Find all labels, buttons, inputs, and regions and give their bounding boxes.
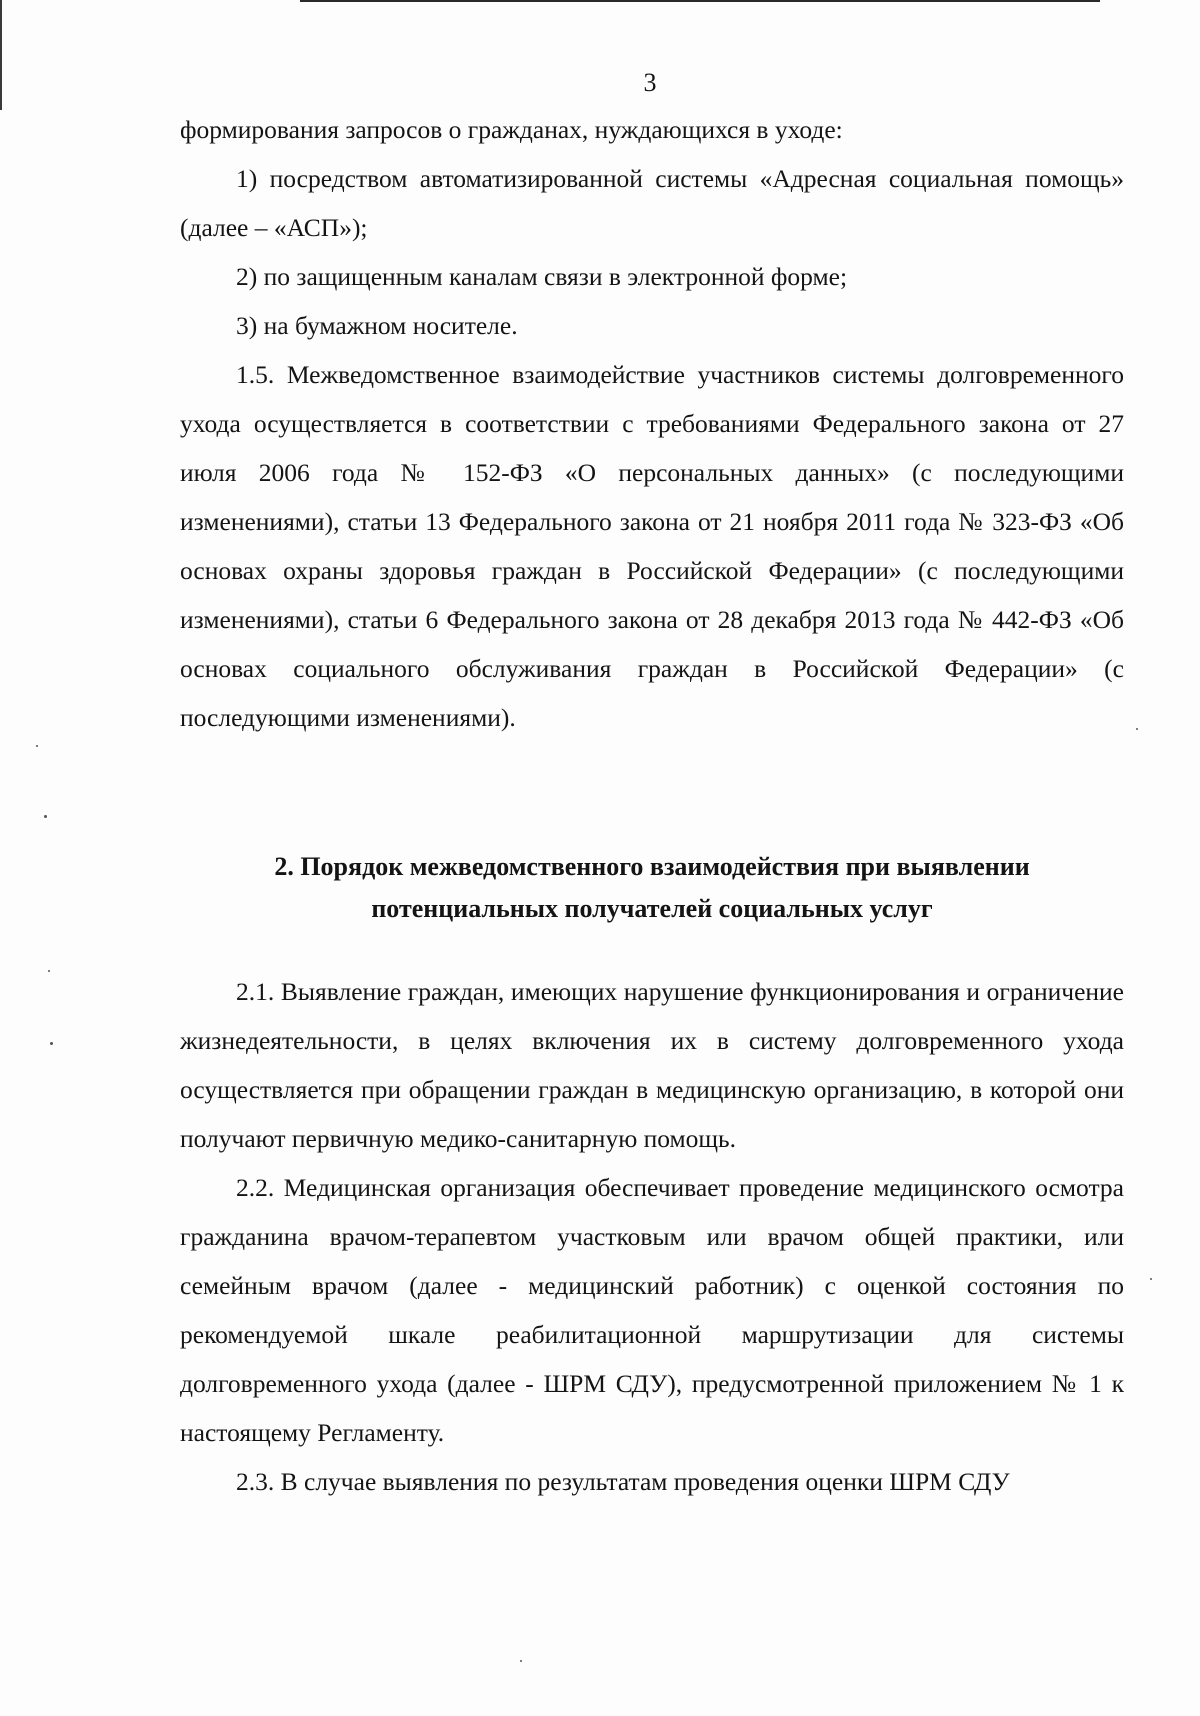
scan-speck bbox=[48, 970, 50, 972]
section-heading-line: 2. Порядок межведомственного взаимодействия при выявлении bbox=[274, 852, 1030, 881]
paragraph: 1) посредством автоматизированной системы «Адресная социальная помощь» (далее – «АСП»); bbox=[180, 164, 1124, 242]
scan-speck bbox=[1136, 728, 1138, 730]
section1-text bbox=[180, 105, 1124, 742]
paragraph: 2) по защищенным каналам связи в электронной форме; bbox=[236, 262, 848, 291]
scan-speck bbox=[44, 815, 47, 818]
section-heading-line: потенциальных получателей социальных услуг bbox=[371, 894, 933, 923]
paragraph: 2.1. Выявление граждан, имеющих нарушение функционирования и ограничение жизнедеятельности, в целях включения их в систему долговременного ухода осуществляется при обращении граждан в медицинскую организацию, в которой они получают первичную медико-санитарную помощь. bbox=[180, 977, 1124, 1153]
paragraph: формирования запросов о гражданах, нуждающихся в уходе: bbox=[180, 115, 843, 144]
paragraph: 2.3. В случае выявления по результатам проведения оценки ШРМ СДУ bbox=[236, 1467, 1010, 1496]
scan-speck bbox=[520, 1660, 522, 1662]
paragraph: 3) на бумажном носителе. bbox=[236, 311, 518, 340]
section-heading bbox=[180, 846, 1124, 930]
paragraph: 2.2. Медицинская организация обеспечивает проведение медицинского осмотра гражданина врачом-терапевтом участковым или врачом общей практики, или семейным врачом (далее - медицинский работник) с оценкой состояния по рекомендуемой шкале реабилитационной маршрутизации для системы долговременного ухода (далее - ШРМ СДУ), предусмотренной приложением № 1 к настоящему Регламенту. bbox=[180, 1173, 1124, 1447]
scan-speck bbox=[1150, 1278, 1152, 1280]
scan-speck bbox=[50, 1042, 53, 1045]
paragraph: 1.5. Межведомственное взаимодействие участников системы долговременного ухода осуществляется в соответствии с требованиями Федерального закона от 27 июля 2006 года № 152-ФЗ «О персональных данных» (с последующими изменениями), статьи 13 Федерального закона от 21 ноября 2011 года № 323-ФЗ «Об основах охраны здоровья граждан в Российской Федерации» (с последующими изменениями), статьи 6 Федерального закона от 28 декабря 2013 года № 442-ФЗ «Об основах социального обслуживания граждан в Российской Федерации» (с последующими изменениями). bbox=[180, 360, 1124, 732]
page-number: 3 bbox=[643, 68, 657, 97]
section2-text bbox=[180, 967, 1124, 1506]
scan-edge-top bbox=[300, 0, 1100, 2]
scan-speck bbox=[36, 745, 38, 747]
